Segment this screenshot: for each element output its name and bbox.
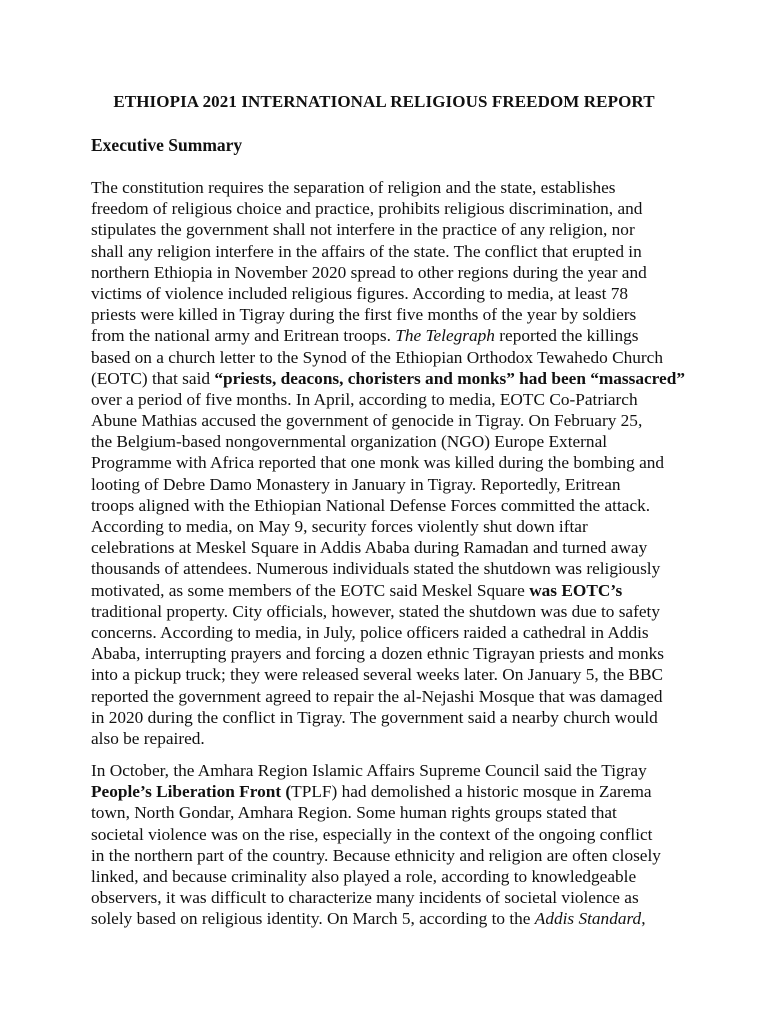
text-line: linked, and because criminality also played a role, according to knowledgeable bbox=[91, 866, 637, 886]
text-line: shall any religion interfere in the affairs of the state. The conflict that erupted in bbox=[91, 241, 642, 261]
text-line bbox=[91, 368, 731, 389]
paragraph-executive-summary-2 bbox=[91, 760, 731, 930]
text-fragment-bold: was EOTC’s bbox=[529, 580, 623, 600]
text-line: thousands of attendees. Numerous individuals stated the shutdown was religiously bbox=[91, 559, 661, 579]
text-line: in 2020 during the conflict in Tigray. The government said a nearby church would bbox=[91, 707, 658, 727]
text-line: also be repaired. bbox=[91, 728, 205, 748]
publication-name: The Telegraph bbox=[395, 326, 495, 346]
text-line: In October, the Amhara Region Islamic Affairs Supreme Council said the Tigray bbox=[91, 761, 647, 780]
text-line: town, North Gondar, Amhara Region. Some human rights groups stated that bbox=[91, 803, 617, 823]
text-line: observers, it was difficult to characterize many incidents of societal violence as bbox=[91, 888, 639, 908]
text-line bbox=[91, 908, 731, 929]
text-line: victims of violence included religious figures. According to media, at least 78 bbox=[91, 283, 629, 303]
text-line: troops aligned with the Ethiopian National Defense Forces committed the attack. bbox=[91, 495, 651, 515]
text-line: societal violence was on the rise, especially in the context of the ongoing conflict bbox=[91, 824, 653, 844]
text-fragment: from the national army and Eritrean troops. bbox=[91, 326, 396, 346]
text-line: in the northern part of the country. Because ethnicity and religion are often closely bbox=[91, 845, 661, 865]
text-line: into a pickup truck; they were released several weeks later. On January 5, the BBC bbox=[91, 665, 664, 685]
text-line: over a period of five months. In April, according to media, EOTC Co-Patriarch bbox=[91, 389, 638, 409]
text-fragment: (EOTC) that said bbox=[91, 368, 215, 388]
text-fragment: , bbox=[641, 909, 646, 929]
text-line: the Belgium-based nongovernmental organization (NGO) Europe External bbox=[91, 432, 608, 452]
text-fragment: solely based on religious identity. On March 5, according to the bbox=[91, 909, 535, 929]
text-line: Ababa, interrupting prayers and forcing a dozen ethnic Tigrayan priests and monks bbox=[91, 644, 665, 664]
text-line: based on a church letter to the Synod of the Ethiopian Orthodox Tewahedo Church bbox=[91, 347, 663, 367]
text-fragment: motivated, as some members of the EOTC said Meskel Square bbox=[91, 580, 530, 600]
text-line bbox=[91, 325, 731, 346]
text-line: traditional property. City officials, however, stated the shutdown was due to safety bbox=[91, 601, 660, 621]
text-line: looting of Debre Damo Monastery in January in Tigray. Reportedly, Eritrean bbox=[91, 474, 621, 494]
text-line: freedom of religious choice and practice, prohibits religious discrimination, and bbox=[91, 199, 643, 219]
text-fragment: reported the killings bbox=[494, 326, 639, 346]
text-line: Programme with Africa reported that one monk was killed during the bombing and bbox=[91, 453, 665, 473]
text-fragment: TPLF) had demolished a historic mosque in Zarema bbox=[291, 782, 652, 802]
text-fragment-bold: People’s Liberation Front ( bbox=[91, 782, 292, 802]
text-line: celebrations at Meskel Square in Addis Ababa during Ramadan and turned away bbox=[91, 538, 648, 558]
text-line: northern Ethiopia in November 2020 spread to other regions during the year and bbox=[91, 262, 647, 282]
text-line: Abune Mathias accused the government of genocide in Tigray. On February 25, bbox=[91, 411, 643, 431]
text-line: reported the government agreed to repair the al-Nejashi Mosque that was damaged bbox=[91, 686, 663, 706]
quoted-text: “priests, deacons, choristers and monks” had been “massacred” bbox=[214, 368, 685, 388]
text-line: The constitution requires the separation of religion and the state, establishes bbox=[91, 178, 616, 197]
text-line: stipulates the government shall not interfere in the practice of any religion, nor bbox=[91, 220, 635, 240]
report-title: ETHIOPIA 2021 INTERNATIONAL RELIGIOUS FREEDOM REPORT bbox=[113, 92, 655, 111]
text-line: According to media, on May 9, security forces violently shut down iftar bbox=[91, 517, 588, 536]
text-line: concerns. According to media, in July, police officers raided a cathedral in Addis bbox=[91, 622, 649, 642]
text-line bbox=[91, 781, 731, 802]
section-heading: Executive Summary bbox=[91, 135, 243, 155]
publication-name: Addis Standard bbox=[534, 909, 642, 929]
paragraph-executive-summary-1 bbox=[91, 177, 731, 749]
text-line bbox=[91, 580, 731, 601]
text-line: priests were killed in Tigray during the first five months of the year by soldiers bbox=[91, 305, 637, 325]
